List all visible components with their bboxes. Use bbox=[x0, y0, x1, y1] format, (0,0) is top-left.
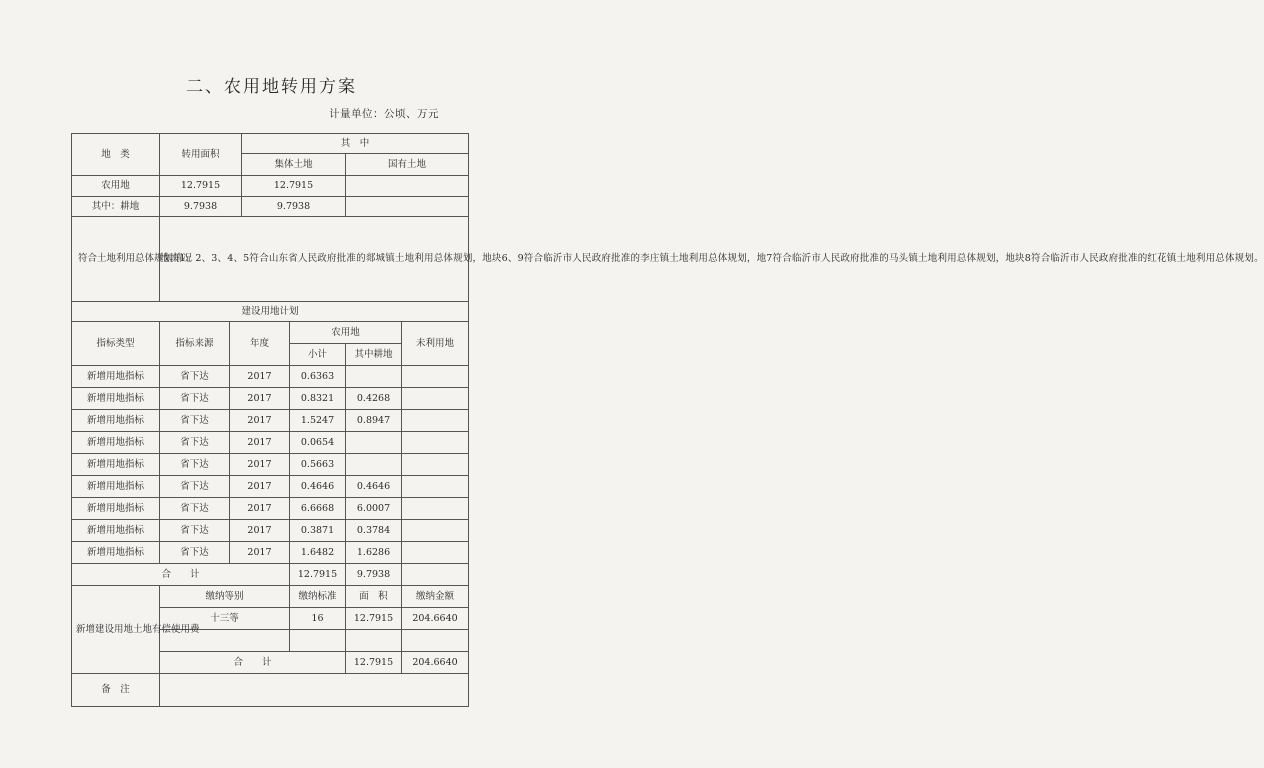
planning-label: 符合土地利用总体规划情况 bbox=[72, 217, 160, 302]
row-arable: 0.3784 bbox=[346, 520, 402, 542]
arable-area: 9.7938 bbox=[160, 197, 242, 217]
row-year: 2017 bbox=[230, 432, 290, 454]
plan-total-unused bbox=[402, 564, 469, 586]
remarks-label: 备 注 bbox=[72, 674, 160, 707]
row-unused bbox=[402, 454, 469, 476]
agri-collective: 12.7915 bbox=[242, 176, 346, 197]
row-unused bbox=[402, 366, 469, 388]
row-arable bbox=[346, 366, 402, 388]
table-row bbox=[72, 410, 469, 432]
table-row bbox=[72, 498, 469, 520]
row-source: 省下达 bbox=[160, 520, 230, 542]
table-row bbox=[72, 520, 469, 542]
fee-amount: 204.6640 bbox=[402, 608, 469, 630]
header-collective: 集体土地 bbox=[242, 154, 346, 176]
header-land-type: 地 类 bbox=[72, 134, 160, 176]
agri-state bbox=[346, 176, 469, 197]
plan-total-subtotal: 12.7915 bbox=[290, 564, 346, 586]
row-source: 省下达 bbox=[160, 388, 230, 410]
row-year: 2017 bbox=[230, 498, 290, 520]
fee-standard: 16 bbox=[290, 608, 346, 630]
fee-col-area: 面 积 bbox=[346, 586, 402, 608]
arable-collective: 9.7938 bbox=[242, 197, 346, 217]
row-subtotal: 0.6363 bbox=[290, 366, 346, 388]
row-arable bbox=[346, 454, 402, 476]
row-year: 2017 bbox=[230, 366, 290, 388]
row-source: 省下达 bbox=[160, 366, 230, 388]
row-year: 2017 bbox=[230, 454, 290, 476]
row-year: 2017 bbox=[230, 520, 290, 542]
row-arable: 0.8947 bbox=[346, 410, 402, 432]
row-source: 省下达 bbox=[160, 498, 230, 520]
land-conversion-table bbox=[71, 133, 1264, 707]
row-unused bbox=[402, 498, 469, 520]
plan-section-title: 建设用地计划 bbox=[72, 302, 469, 322]
page-title: 二、农用地转用方案 bbox=[186, 77, 357, 97]
row-unused bbox=[402, 410, 469, 432]
row-unused bbox=[402, 476, 469, 498]
fee-label: 新增建设用地土地有偿使用费 bbox=[72, 586, 160, 674]
row-type: 新增用地指标 bbox=[72, 542, 160, 564]
fee-empty-cell bbox=[290, 630, 346, 652]
plan-col-subtotal: 小计 bbox=[290, 344, 346, 366]
row-subtotal: 6.6668 bbox=[290, 498, 346, 520]
fee-area: 12.7915 bbox=[346, 608, 402, 630]
row-type: 新增用地指标 bbox=[72, 476, 160, 498]
fee-grade: 十三等 bbox=[160, 608, 290, 630]
row-unused bbox=[402, 520, 469, 542]
fee-col-amount: 缴纳金额 bbox=[402, 586, 469, 608]
row-year: 2017 bbox=[230, 476, 290, 498]
row-subtotal: 0.3871 bbox=[290, 520, 346, 542]
row-type: 新增用地指标 bbox=[72, 388, 160, 410]
table-row bbox=[72, 432, 469, 454]
row-type: 新增用地指标 bbox=[72, 432, 160, 454]
table-row bbox=[72, 542, 469, 564]
row-type: 新增用地指标 bbox=[72, 410, 160, 432]
row-unused bbox=[402, 432, 469, 454]
plan-col-type: 指标类型 bbox=[72, 322, 160, 366]
plan-col-unused: 未利用地 bbox=[402, 322, 469, 366]
row-source: 省下达 bbox=[160, 432, 230, 454]
plan-col-arable: 其中耕地 bbox=[346, 344, 402, 366]
row-source: 省下达 bbox=[160, 476, 230, 498]
measurement-unit: 计量单位：公顷、万元 bbox=[329, 108, 439, 120]
plan-total-label: 合 计 bbox=[72, 564, 290, 586]
row-arable bbox=[346, 432, 402, 454]
row-unused bbox=[402, 542, 469, 564]
row-subtotal: 1.5247 bbox=[290, 410, 346, 432]
row-year: 2017 bbox=[230, 410, 290, 432]
row-subtotal: 0.8321 bbox=[290, 388, 346, 410]
fee-total-amount: 204.6640 bbox=[402, 652, 469, 674]
row-source: 省下达 bbox=[160, 410, 230, 432]
row-type: 新增用地指标 bbox=[72, 498, 160, 520]
plan-col-year: 年度 bbox=[230, 322, 290, 366]
table-row bbox=[72, 476, 469, 498]
row-type: 新增用地指标 bbox=[72, 454, 160, 476]
plan-col-source: 指标来源 bbox=[160, 322, 230, 366]
row-year: 2017 bbox=[230, 388, 290, 410]
row-type: 新增用地指标 bbox=[72, 366, 160, 388]
fee-col-standard: 缴纳标准 bbox=[290, 586, 346, 608]
arable-state bbox=[346, 197, 469, 217]
arable-label: 其中：耕地 bbox=[72, 197, 160, 217]
row-year: 2017 bbox=[230, 542, 290, 564]
row-subtotal: 0.0654 bbox=[290, 432, 346, 454]
header-state: 国有土地 bbox=[346, 154, 469, 176]
table-row bbox=[72, 366, 469, 388]
row-source: 省下达 bbox=[160, 542, 230, 564]
remarks-value bbox=[160, 674, 469, 707]
plan-col-agri: 农用地 bbox=[290, 322, 402, 344]
fee-total-label: 合 计 bbox=[160, 652, 346, 674]
agri-label: 农用地 bbox=[72, 176, 160, 197]
row-arable: 1.6286 bbox=[346, 542, 402, 564]
fee-empty-cell bbox=[402, 630, 469, 652]
row-arable: 0.4646 bbox=[346, 476, 402, 498]
header-among: 其 中 bbox=[242, 134, 469, 154]
row-source: 省下达 bbox=[160, 454, 230, 476]
fee-total-area: 12.7915 bbox=[346, 652, 402, 674]
planning-text: 地块1、2、3、4、5符合山东省人民政府批准的郯城镇土地利用总体规划，地块6、9符合临沂市人民政府批准的李庄镇土地利用总体规划，地7符合临沂市人民政府批准的马头镇土地利用总体规划，地块8符合临沂市人民政府批准的红花镇土地利用总体规划。 bbox=[160, 217, 469, 302]
row-arable: 6.0007 bbox=[346, 498, 402, 520]
plan-total-arable: 9.7938 bbox=[346, 564, 402, 586]
table-row bbox=[72, 388, 469, 410]
row-arable: 0.4268 bbox=[346, 388, 402, 410]
agri-area: 12.7915 bbox=[160, 176, 242, 197]
row-subtotal: 0.5663 bbox=[290, 454, 346, 476]
header-area: 转用面积 bbox=[160, 134, 242, 176]
row-type: 新增用地指标 bbox=[72, 520, 160, 542]
row-subtotal: 0.4646 bbox=[290, 476, 346, 498]
row-unused bbox=[402, 388, 469, 410]
fee-col-grade: 缴纳等别 bbox=[160, 586, 290, 608]
fee-empty-cell bbox=[346, 630, 402, 652]
row-subtotal: 1.6482 bbox=[290, 542, 346, 564]
table-row bbox=[72, 454, 469, 476]
